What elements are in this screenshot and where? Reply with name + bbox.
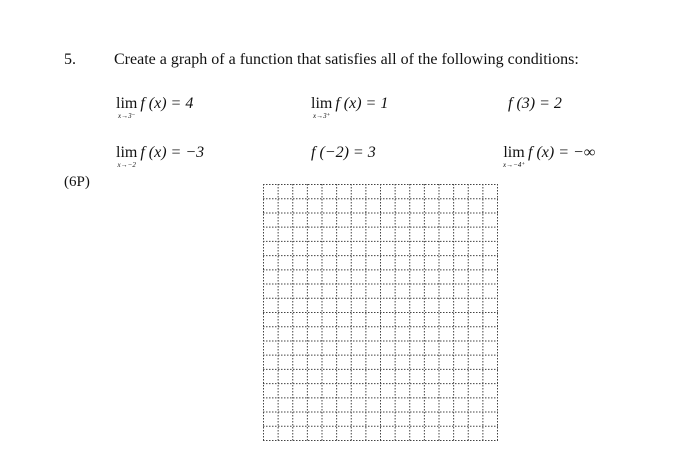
condition-right-limit-at-3 (311, 96, 388, 121)
condition-limit-at-neg2 (116, 145, 204, 170)
lim-label: lim (311, 95, 333, 112)
condition-value-at-neg2 (311, 145, 376, 161)
limit-expression: f (x) = −3 (140, 144, 205, 161)
lim-approach: x→3⁺ (313, 112, 331, 120)
lim-approach: x→3⁻ (118, 112, 136, 120)
condition-value-at-3 (508, 96, 562, 112)
condition-left-limit-at-3 (116, 96, 193, 121)
question-number: 5. (64, 51, 76, 68)
limit-expression: f (x) = 1 (335, 95, 389, 112)
points-label: (6P) (64, 174, 90, 190)
graph-grid[interactable] (263, 184, 498, 441)
lim-label: lim (503, 144, 525, 161)
limit-expression: f (x) = 4 (140, 95, 194, 112)
limit-expression: f (x) = −∞ (528, 144, 596, 161)
lim-label: lim (116, 95, 138, 112)
lim-approach: x→−2 (117, 161, 136, 169)
function-value-expression: f (−2) = 3 (311, 144, 376, 161)
graph-grid-svg[interactable] (263, 184, 498, 441)
lim-approach: x→−4⁺ (503, 161, 526, 169)
condition-right-limit-at-neg4 (503, 145, 595, 170)
question-prompt: Create a graph of a function that satisfies all of the following conditions: (114, 51, 579, 68)
function-value-expression: f (3) = 2 (508, 95, 562, 112)
lim-label: lim (116, 144, 138, 161)
